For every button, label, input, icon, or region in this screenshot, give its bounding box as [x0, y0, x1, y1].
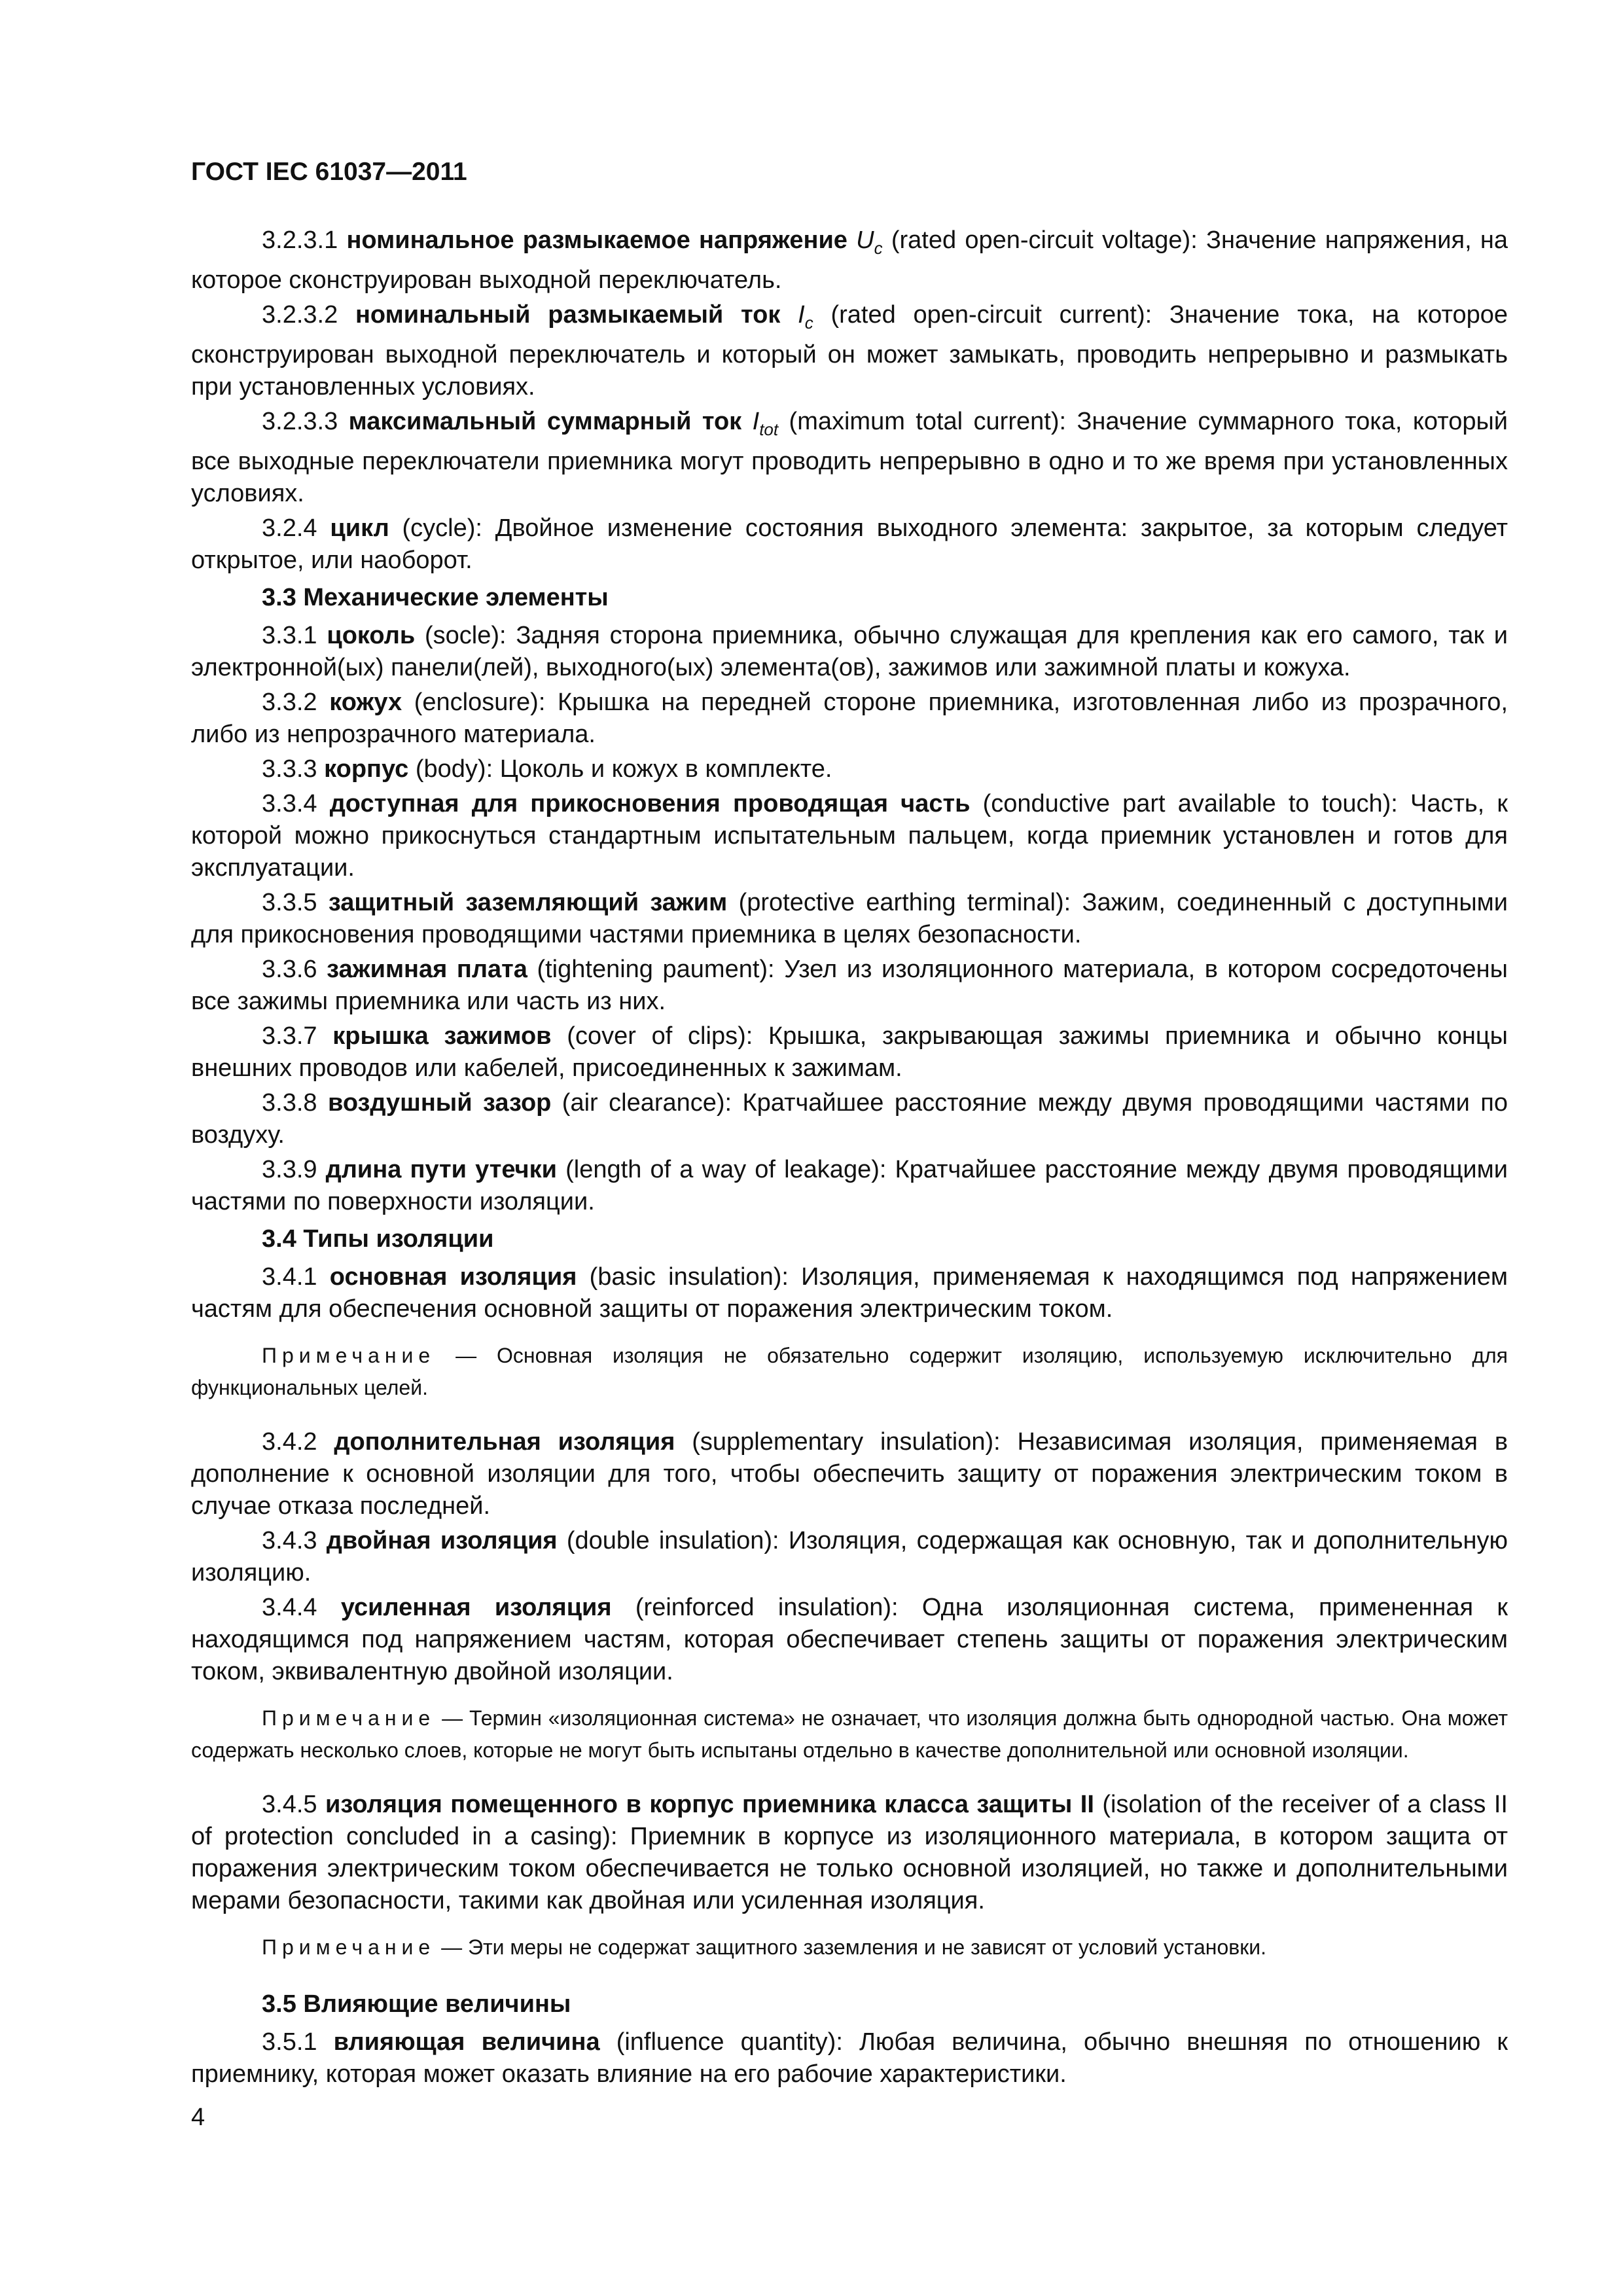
definition-text: (double insulation): Изоляция, содержащая как основную, так и дополнительную изоляцию.: [191, 1527, 1508, 1587]
term: изоляция помещенного в корпус приемника класса защиты II: [325, 1791, 1094, 1818]
definition-3-4-2: [191, 1426, 1508, 1522]
definition-3-2-3-2: [191, 299, 1508, 403]
definition-3-3-9: [191, 1154, 1508, 1218]
note-label: Примечание: [262, 1706, 436, 1730]
clause-number: 3.3.7: [262, 1022, 317, 1050]
clause-number: 3.4.1: [262, 1263, 317, 1291]
definition-text: (rated open-circuit current): Значение тока, на которое сконструирован выходной переключатель и который он может замыкать, проводить непрерывно и размыкать при установленных условиях.: [191, 301, 1508, 401]
definition-3-4-1: [191, 1261, 1508, 1325]
page-number: 4: [191, 2104, 205, 2131]
note: [191, 1702, 1508, 1767]
definition-text: (tightening paument): Узел из изоляционного материала, в котором сосредоточены все зажимы приемника или часть из них.: [191, 956, 1508, 1015]
definition-3-3-3: [191, 753, 1508, 785]
clause-number: 3.4.5: [262, 1791, 317, 1818]
section-heading-3-3: 3.3 Механические элементы: [262, 584, 609, 611]
definition-text: (reinforced insulation): Одна изоляционная система, примененная к находящимся под напряжением частям, которая обеспечивает степень защиты от поражения электрическим током, эквивалентную двойной изоляции.: [191, 1594, 1508, 1685]
definition-3-3-1: [191, 620, 1508, 684]
definition-text: (cycle): Двойное изменение состояния выходного элемента: закрытое, за которым следует открытое, или наоборот.: [191, 514, 1508, 574]
definition-text: (air clearance): Кратчайшее расстояние между двумя проводящими частями по воздуху.: [191, 1089, 1508, 1149]
term: основная изоляция: [329, 1263, 577, 1291]
definition-3-2-3-3: [191, 406, 1508, 510]
definition-text: (supplementary insulation): Независимая изоляция, применяемая в дополнение к основной изоляции для того, чтобы обеспечить защиту от поражения электрическим током в случае отказа последней.: [191, 1428, 1508, 1520]
section-heading-3-4: 3.4 Типы изоляции: [262, 1225, 494, 1253]
definition-text: (conductive part available to touch): Часть, к которой можно прикоснуться стандартным испытательным пальцем, когда приемник установлен и готов для эксплуатации.: [191, 790, 1508, 882]
symbol-subscript: c: [804, 313, 813, 332]
symbol: I: [798, 301, 805, 329]
term: цоколь: [327, 622, 416, 649]
term: воздушный зазор: [327, 1089, 552, 1117]
definition-text: (socle): Задняя сторона приемника, обычно служащая для крепления как его самого, так и электронной(ых) панели(лей), выходного(ых) элемента(ов), зажимов или зажимной платы и кожуха.: [191, 622, 1508, 681]
definition-text: (rated open-circuit voltage): Значение напряжения, на которое сконструирован выходной переключатель.: [191, 226, 1508, 294]
definition-text: (protective earthing terminal): Зажим, соединенный с доступными для прикосновения проводящими частями приемника в целях безопасности.: [191, 889, 1508, 948]
note-text: — Эти меры не содержат защитного заземления и не зависят от условий установки.: [435, 1935, 1266, 1959]
symbol: I: [752, 408, 760, 435]
section-heading-3-5: 3.5 Влияющие величины: [262, 1990, 571, 2018]
note-label: Примечание: [262, 1935, 436, 1959]
clause-number: 3.4.3: [262, 1527, 317, 1554]
clause-number: 3.3.5: [262, 889, 317, 916]
clause-number: 3.2.3.1: [262, 226, 338, 254]
note-label: Примечание: [262, 1344, 436, 1367]
clause-number: 3.3.4: [262, 790, 317, 817]
symbol-subscript: tot: [759, 420, 779, 439]
clause-number: 3.3.8: [262, 1089, 317, 1117]
term: длина пути утечки: [325, 1156, 558, 1183]
clause-number: 3.4.2: [262, 1428, 317, 1456]
definition-3-3-2: [191, 687, 1508, 751]
term: защитный заземляющий зажим: [328, 889, 728, 916]
definition-3-3-6: [191, 954, 1508, 1018]
definition-3-4-4: [191, 1592, 1508, 1688]
term: доступная для прикосновения проводящая часть: [329, 790, 971, 817]
term: цикл: [330, 514, 389, 542]
note-text: — Основная изоляция не обязательно содержит изоляцию, используемую исключительно для функциональных целей.: [191, 1344, 1508, 1399]
term: влияющая величина: [333, 2028, 600, 2056]
term: номинальное размыкаемое напряжение: [346, 226, 847, 254]
definition-3-4-5: [191, 1789, 1508, 1917]
document-header: ГОСТ IEC 61037—2011: [191, 158, 467, 186]
clause-number: 3.3.6: [262, 956, 317, 983]
term: дополнительная изоляция: [334, 1428, 675, 1456]
clause-number: 3.2.3.2: [262, 301, 338, 329]
term: двойная изоляция: [326, 1527, 558, 1554]
definition-3-3-5: [191, 887, 1508, 951]
clause-number: 3.3.1: [262, 622, 317, 649]
note-text: — Термин «изоляционная система» не означает, что изоляция должна быть однородной частью. Она может содержать несколько слоев, которые не могут быть испытаны отдельно в качестве дополнительной или основной изоляции.: [191, 1706, 1508, 1762]
definition-text: (influence quantity): Любая величина, обычно внешняя по отношению к приемнику, которая может оказать влияние на его рабочие характеристики.: [191, 2028, 1508, 2088]
clause-number: 3.2.3.3: [262, 408, 338, 435]
clause-number: 3.3.2: [262, 689, 317, 716]
term: кожух: [329, 689, 402, 716]
definition-3-2-3-1: [191, 224, 1508, 296]
definition-3-3-4: [191, 788, 1508, 884]
term: крышка зажимов: [332, 1022, 552, 1050]
term: корпус: [324, 755, 409, 783]
term: усиленная изоляция: [340, 1594, 612, 1621]
definition-text: (length of a way of leakage): Кратчайшее расстояние между двумя проводящими частями по поверхности изоляции.: [191, 1156, 1508, 1215]
definition-text: (basic insulation): Изоляция, применяемая к находящимся под напряжением частям для обеспечения основной защиты от поражения электрическим током.: [191, 1263, 1508, 1323]
page-content: [191, 154, 1508, 2093]
clause-number: 3.3.9: [262, 1156, 317, 1183]
definition-text: (enclosure): Крышка на передней стороне приемника, изготовленная либо из прозрачного, либо из непрозрачного материала.: [191, 689, 1508, 748]
definition-3-4-3: [191, 1525, 1508, 1589]
definition-text: (cover of clips): Крышка, закрывающая зажимы приемника и обычно концы внешних проводов или кабелей, присоединенных к зажимам.: [191, 1022, 1508, 1082]
definition-3-3-8: [191, 1087, 1508, 1151]
note: [191, 1931, 1508, 1964]
symbol-subscript: c: [874, 238, 883, 258]
symbol: U: [856, 226, 874, 254]
clause-number: 3.4.4: [262, 1594, 317, 1621]
term: номинальный размыкаемый ток: [355, 301, 781, 329]
clause-number: 3.5.1: [262, 2028, 317, 2056]
definition-text: (maximum total current): Значение суммарного тока, который все выходные переключатели приемника могут проводить непрерывно в одно и то же время при установленных условиях.: [191, 408, 1508, 507]
definition-3-3-7: [191, 1020, 1508, 1085]
clause-number: 3.3.3: [262, 755, 317, 783]
note: [191, 1340, 1508, 1404]
definition-text: (isolation of the receiver of a class II of protection concluded in a casing): Приемник в корпусе из изоляционного материала, в котором защита от поражения электрическим током обеспечивается не только основной изоляцией, но также и дополнительными мерами безопасности, такими как двойная или усиленная изоляция.: [191, 1791, 1508, 1914]
term: максимальный суммарный ток: [348, 408, 742, 435]
term: зажимная плата: [327, 956, 527, 983]
clause-number: 3.2.4: [262, 514, 317, 542]
definition-3-2-4: [191, 512, 1508, 577]
definition-3-5-1: [191, 2026, 1508, 2090]
definition-text: (body): Цоколь и кожух в комплекте.: [408, 755, 832, 783]
